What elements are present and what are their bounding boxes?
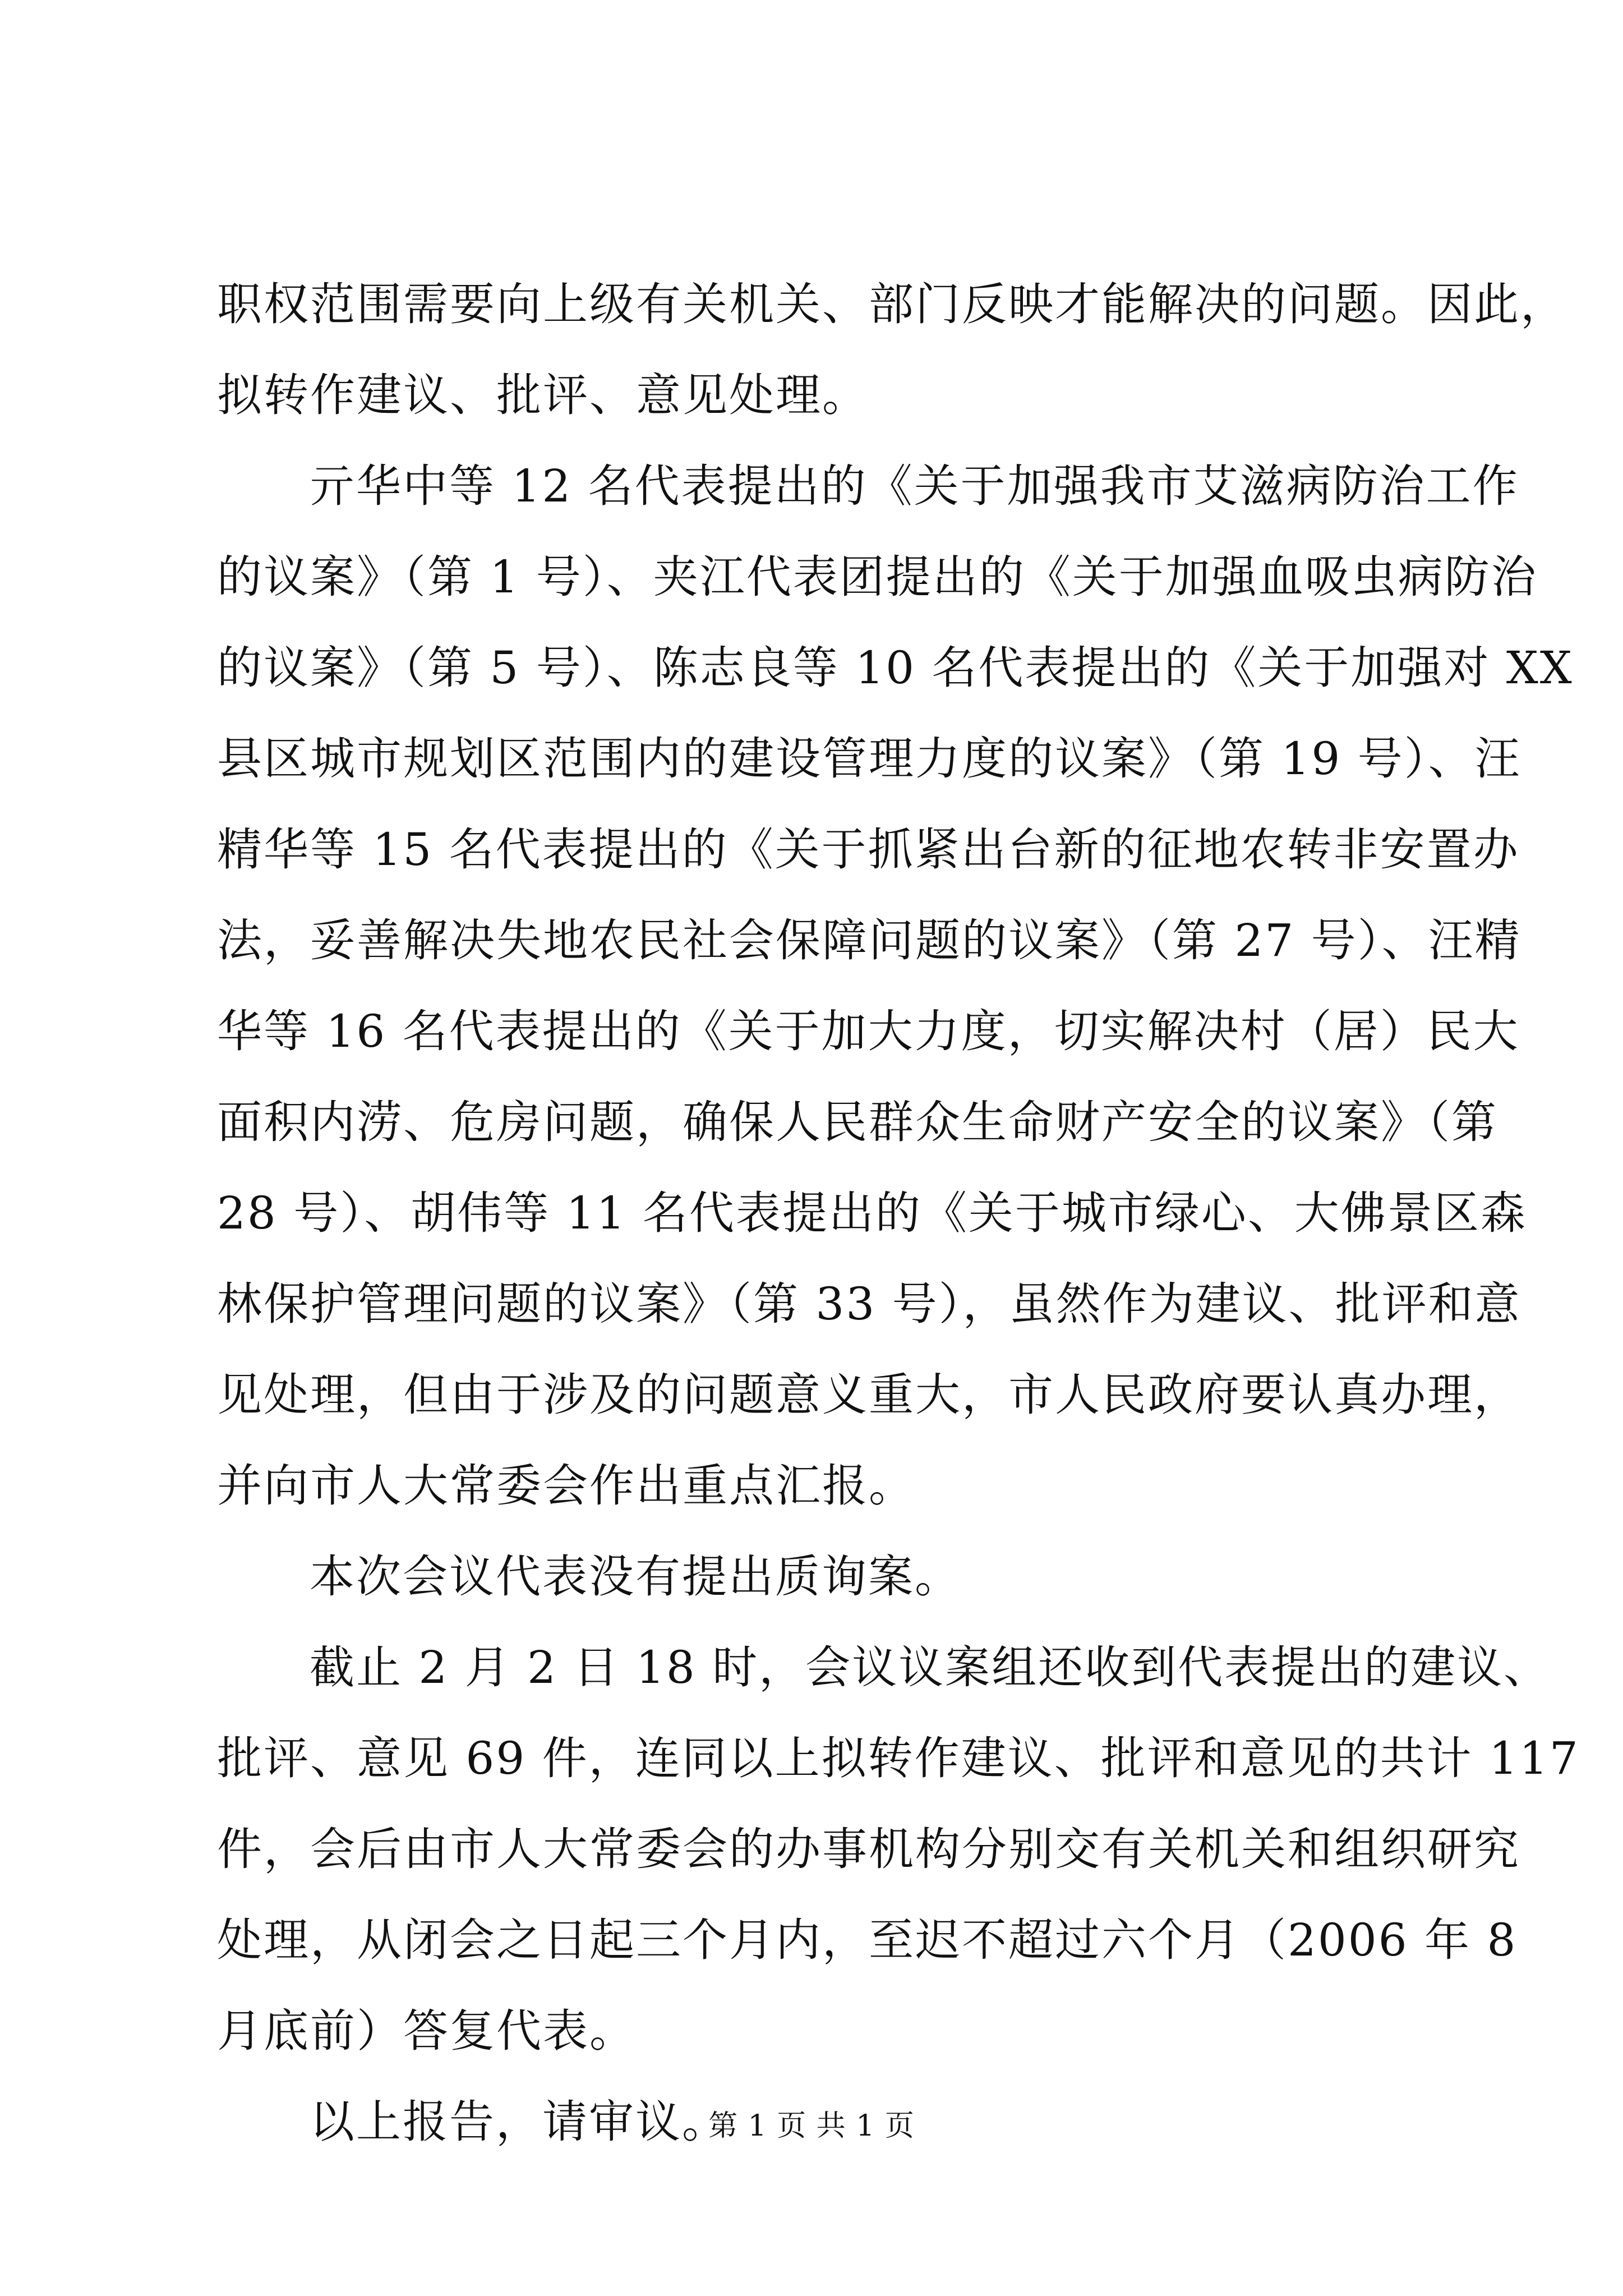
text-line: 县区城市规划区范围内的建设管理力度的议案》（第 19 号）、汪 [217, 733, 1521, 785]
paragraph-4 [217, 1622, 1580, 2077]
text-line: 并向市人大常委会作出重点汇报。 [217, 1460, 915, 1512]
text-line: 处理，从闭会之日起三个月内，至迟不超过六个月（2006 年 8 [217, 1914, 1518, 1966]
text-line: 亓华中等 12 名代表提出的《关于加强我市艾滋病防治工作 [310, 460, 1519, 512]
text-line: 华等 16 名代表提出的《关于加大力度，切实解决村（居）民大 [217, 1005, 1520, 1057]
text-line: 拟转作建议、批评、意见处理。 [217, 369, 869, 421]
text-line: 月底前）答复代表。 [217, 2005, 636, 2057]
text-line: 职权范围需要向上级有关机关、部门反映才能解决的问题。因此， [217, 278, 1567, 330]
text-line: 精华等 15 名代表提出的《关于抓紧出台新的征地农转非安置办 [217, 823, 1520, 876]
document-body [217, 259, 1580, 2168]
text-line: 截止 2 月 2 日 18 时，会议议案组还收到代表提出的建议、 [310, 1641, 1551, 1694]
text-line: 见处理，但由于涉及的问题意义重大，市人民政府要认真办理， [217, 1369, 1520, 1421]
text-line: 的议案》（第 5 号）、陈志良等 10 名代表提出的《关于加强对 XX [217, 642, 1574, 694]
paragraph-2 [217, 441, 1574, 1531]
paragraph-3 [217, 1531, 1423, 1622]
paragraph-1 [217, 259, 1567, 441]
text-line: 法，妥善解决失地农民社会保障问题的议案》（第 27 号）、汪精 [217, 914, 1521, 967]
text-line: 的议案》（第 1 号）、夹江代表团提出的《关于加强血吸虫病防治 [217, 551, 1538, 603]
text-line: 件，会后由市人大常委会的办事机构分别交有关机关和组织研究 [217, 1823, 1520, 1875]
text-line: 28 号）、胡伟等 11 名代表提出的《关于城市绿心、大佛景区森 [217, 1187, 1527, 1239]
text-line: 本次会议代表没有提出质询案。 [310, 1550, 961, 1603]
text-line: 面积内涝、危房问题，确保人民群众生命财产安全的议案》（第 [217, 1096, 1498, 1148]
page-footer [0, 2104, 1623, 2148]
text-line: 林保护管理问题的议案》（第 33 号），虽然作为建议、批评和意 [217, 1278, 1521, 1330]
page-number-label: 第 1 页 共 1 页 [708, 2109, 915, 2143]
text-line: 以上报告，请审议。 [310, 2096, 728, 2148]
text-line: 批评、意见 69 件，连同以上拟转作建议、批评和意见的共计 117 [217, 1732, 1580, 1784]
